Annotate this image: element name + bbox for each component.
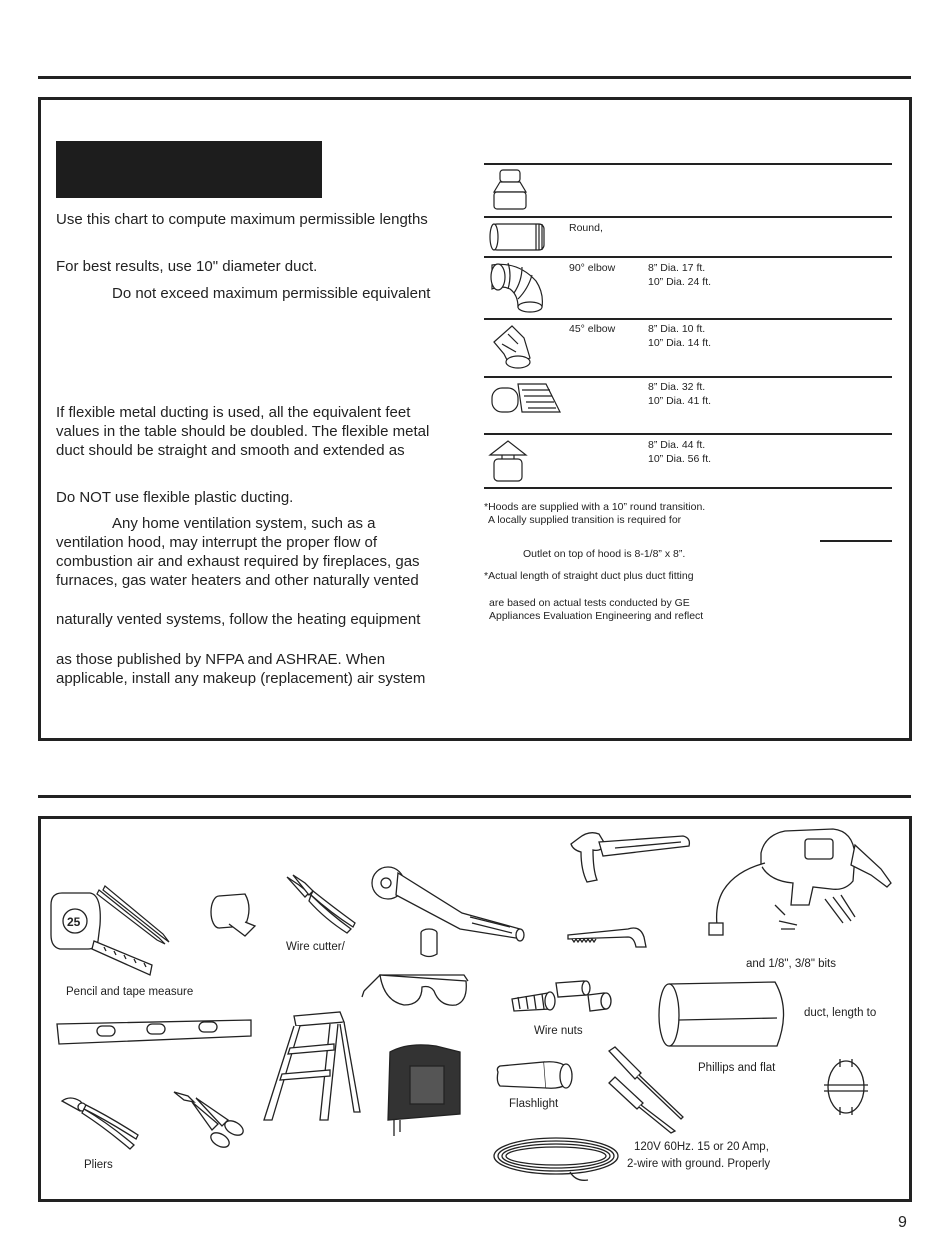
vent-text-4: furnaces, gas water heaters and other naturally vented xyxy=(56,572,419,589)
max-length-text: Do not exceed maximum permissible equivalent xyxy=(112,285,431,302)
flexible-text-3: duct should be straight and smooth and extended as xyxy=(56,442,405,459)
safety-glasses-icon xyxy=(360,965,472,1013)
table-cell-length: 10” Dia. 14 ft. xyxy=(648,337,712,349)
duct-tape-icon xyxy=(205,890,260,940)
table-cell-length: 8” Dia. 44 ft. xyxy=(648,439,706,451)
table-rule xyxy=(484,216,892,218)
table-cell-fitting: Round, xyxy=(569,222,603,234)
flashlight-icon xyxy=(494,1058,578,1094)
vent-text-3: combustion air and exhaust required by fireplaces, gas xyxy=(56,553,420,570)
round-duct-piece-icon xyxy=(657,980,792,1050)
table-note: Outlet on top of hood is 8-1/8” x 8”. xyxy=(523,548,686,560)
table-note: Appliances Evaluation Engineering and reflect xyxy=(489,610,704,622)
screwdrivers-icon xyxy=(605,1045,700,1135)
table-note: A locally supplied transition is required for xyxy=(488,514,682,526)
table-rule xyxy=(484,376,892,378)
table-cell-length: 10” Dia. 24 ft. xyxy=(648,276,712,288)
drill-bits-label: and 1/8", 3/8" bits xyxy=(746,958,837,970)
table-cell-fitting: 45° elbow xyxy=(569,323,616,335)
pencil-tape-label: Pencil and tape measure xyxy=(66,986,194,998)
step-ladder-icon xyxy=(260,1008,365,1128)
jigsaw-icon xyxy=(380,1040,465,1140)
table-rule xyxy=(484,433,892,435)
tin-snips-icon xyxy=(170,1088,248,1153)
table-note: *Actual length of straight duct plus duct fitting xyxy=(484,570,694,582)
round-duct-icon xyxy=(488,221,550,253)
table-cell-length: 8” Dia. 10 ft. xyxy=(648,323,706,335)
table-note: *Hoods are supplied with a 10” round transition. xyxy=(484,501,706,513)
wire-nuts-label: Wire nuts xyxy=(534,1025,583,1037)
table-cell-length: 10” Dia. 41 ft. xyxy=(648,395,712,407)
table-rule xyxy=(484,163,892,165)
table-rule xyxy=(484,318,892,320)
roof-cap-icon xyxy=(488,437,528,483)
table-cell-length: 8” Dia. 17 ft. xyxy=(648,262,706,274)
wire-cutter-label: Wire cutter/ xyxy=(286,941,345,953)
vent-text-2: ventilation hood, may interrupt the proper flow of xyxy=(56,534,378,551)
duct-length-label: duct, length to xyxy=(804,1007,877,1019)
wire-nuts-icon xyxy=(508,975,613,1020)
level-icon xyxy=(55,1018,255,1048)
socket-wrench-icon xyxy=(370,855,530,945)
page-number: 9 xyxy=(898,1214,907,1231)
saw-blade-icon xyxy=(566,925,651,950)
wire-cutter-icon xyxy=(283,873,358,938)
note-rule xyxy=(820,540,892,542)
flashlight-label: Flashlight xyxy=(509,1098,559,1110)
flexible-text-2: values in the table should be doubled. The flexible metal xyxy=(56,423,430,440)
screwdrivers-label: Phillips and flat xyxy=(698,1062,776,1074)
section-heading-bar xyxy=(56,141,322,198)
best-results-text: For best results, use 10" diameter duct. xyxy=(56,258,318,275)
vent-text-5: naturally vented systems, follow the heating equipment xyxy=(56,611,421,628)
pliers-icon xyxy=(60,1095,140,1153)
table-cell-length: 8” Dia. 32 ft. xyxy=(648,381,706,393)
power-supply-label-2: 2-wire with ground. Properly xyxy=(627,1158,771,1170)
cable-clamp-icon xyxy=(820,1055,870,1120)
no-plastic-text: Do NOT use flexible plastic ducting. xyxy=(56,489,294,506)
wire-coil-icon xyxy=(492,1132,622,1187)
elbow-90-icon xyxy=(488,259,548,317)
vent-text-1: Any home ventilation system, such as a xyxy=(112,515,376,532)
pliers-label: Pliers xyxy=(84,1159,113,1171)
table-cell-fitting: 90° elbow xyxy=(569,262,616,274)
section-rule-top xyxy=(38,76,911,79)
socket-icon xyxy=(417,928,443,960)
table-rule xyxy=(484,487,892,489)
svg-text:25: 25 xyxy=(67,915,81,929)
pencil-icon xyxy=(95,882,175,952)
vent-text-6: as those published by NFPA and ASHRAE. When xyxy=(56,651,386,668)
transition-fitting-icon xyxy=(488,167,534,213)
flexible-text-1: If flexible metal ducting is used, all the equivalent feet xyxy=(56,404,411,421)
hammer-icon xyxy=(565,830,695,890)
vent-text-7: applicable, install any makeup (replacement) air system xyxy=(56,670,426,687)
power-drill-icon xyxy=(705,825,900,945)
elbow-45-icon xyxy=(488,322,538,372)
power-supply-label-1: 120V 60Hz. 15 or 20 Amp, xyxy=(634,1141,769,1153)
table-note: are based on actual tests conducted by GE xyxy=(489,597,690,609)
section-rule-tools xyxy=(38,795,911,798)
table-rule xyxy=(484,256,892,258)
wall-cap-icon xyxy=(488,380,564,420)
table-cell-length: 10” Dia. 56 ft. xyxy=(648,453,712,465)
intro-text: Use this chart to compute maximum permissible lengths xyxy=(56,211,428,228)
